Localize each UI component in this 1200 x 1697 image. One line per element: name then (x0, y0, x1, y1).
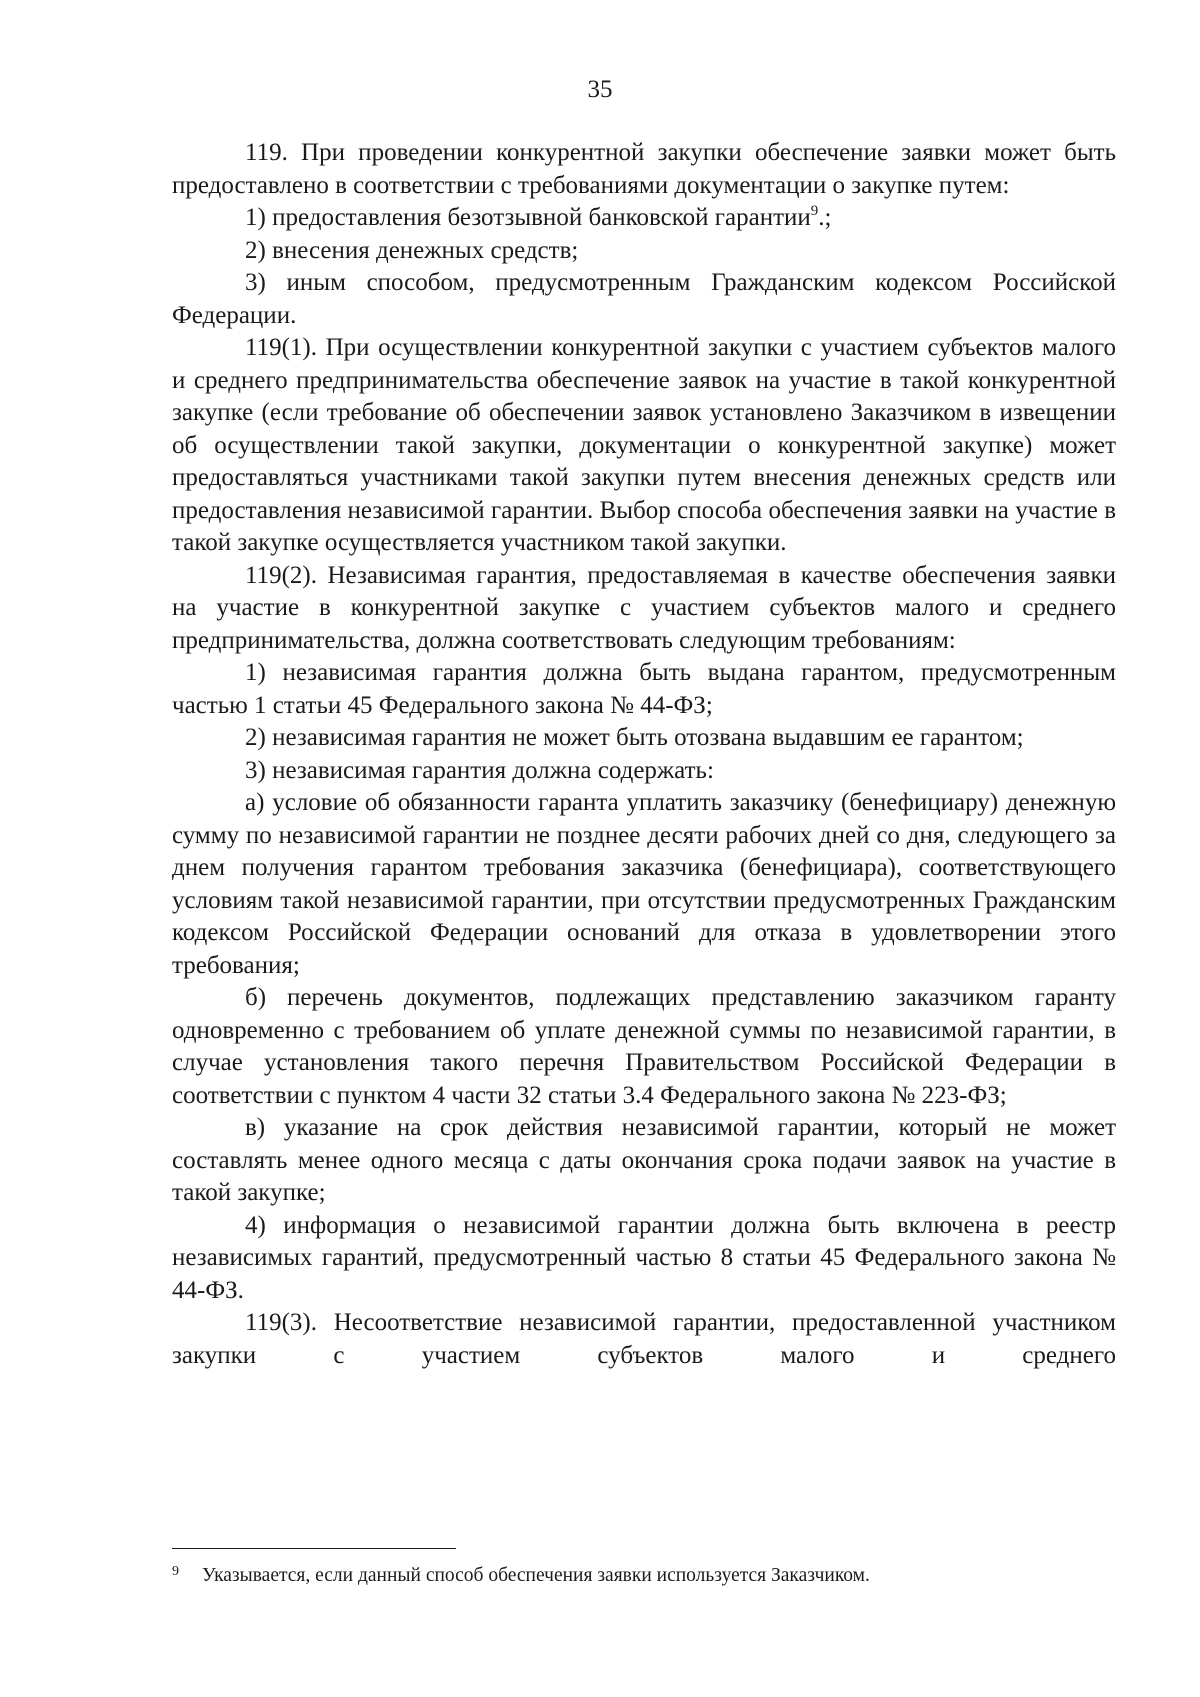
list-item-bank-guarantee (172, 202, 1116, 235)
paragraph-119-3: 119(3). Несоответствие независимой гарантии, предоставленной участником закупки с участием субъектов малого и среднего (172, 1309, 1116, 1369)
footnote-reference: 9 (810, 203, 819, 219)
requirement-2: 2) независимая гарантия не может быть отозвана выдавшим ее гарантом; (245, 724, 1024, 751)
requirement-4: 4) информация о независимой гарантии должна быть включена в реестр независимых гарантий, предусмотренный частью 8 статьи 45 Федерального закона № 44-ФЗ. (172, 1211, 1116, 1304)
requirement-3-v: в) указание на срок действия независимой гарантии, который не может составлять менее одного месяца с даты окончания срока подачи заявок на участие в такой закупке; (172, 1114, 1116, 1206)
list-item-cash-deposit: 2) внесения денежных средств; (245, 236, 579, 264)
page-number: 35 (587, 76, 613, 103)
list-item-suffix: .; (818, 204, 832, 231)
document-body (172, 137, 1116, 1372)
list-item-other-method: 3) иным способом, предусмотренным Гражданским кодексом Российской Федерации. (172, 269, 1116, 329)
requirement-1: 1) независимая гарантия должна быть выдана гарантом, предусмотренным частью 1 статьи 45 Федерального закона № 44-ФЗ; (172, 659, 1116, 719)
footnote-divider (172, 1548, 456, 1549)
paragraph-119-2: 119(2). Независимая гарантия, предоставляемая в качестве обеспечения заявки на участие в конкурентной закупке с участием субъектов малого и среднего предпринимательства, должна соответствовать следующим требованиям: (172, 561, 1116, 654)
requirement-3: 3) независимая гарантия должна содержать: (245, 756, 714, 784)
requirement-3-b: б) перечень документов, подлежащих представлению заказчиком гаранту одновременно с требованием об уплате денежной суммы по независимой гарантии, в случае установления такого перечня Правительством Российской Федерации в соответствии с пунктом 4 части 32 статьи 3.4 Федерального закона № 223-ФЗ; (172, 984, 1116, 1109)
list-item-text: 1) предоставления безотзывной банковской гарантии (245, 204, 811, 231)
footnote-text: Указывается, если данный способ обеспечения заявки используется Заказчиком. (202, 1565, 870, 1586)
requirement-3-a: а) условие об обязанности гаранта уплатить заказчику (бенефициару) денежную сумму по независимой гарантии не позднее десяти рабочих дней со дня, следующего за днем получения гарантом требования заказчика (бенефициара), соответствующего условиям такой независимой гарантии, при отсутствии предусмотренных Гражданским кодексом Российской Федерации оснований для отказа в удовлетворении этого требования; (172, 789, 1116, 979)
footnote-mark: 9 (172, 1564, 179, 1579)
paragraph-119-1: 119(1). При осуществлении конкурентной закупки с участием субъектов малого и среднего предпринимательства обеспечение заявок на участие в такой конкурентной закупке (если требование об обеспечении заявок установлено Заказчиком в извещении об осуществлении такой закупки, документации о конкурентной закупке) может предоставляться участниками такой закупки путем внесения денежных средств или предоставления независимой гарантии. Выбор способа обеспечения заявки на участие в такой закупке осуществляется участником такой закупки. (172, 334, 1116, 556)
paragraph-119: 119. При проведении конкурентной закупки обеспечение заявки может быть предоставлено в соответствии с требованиями документации о закупке путем: (172, 139, 1116, 199)
